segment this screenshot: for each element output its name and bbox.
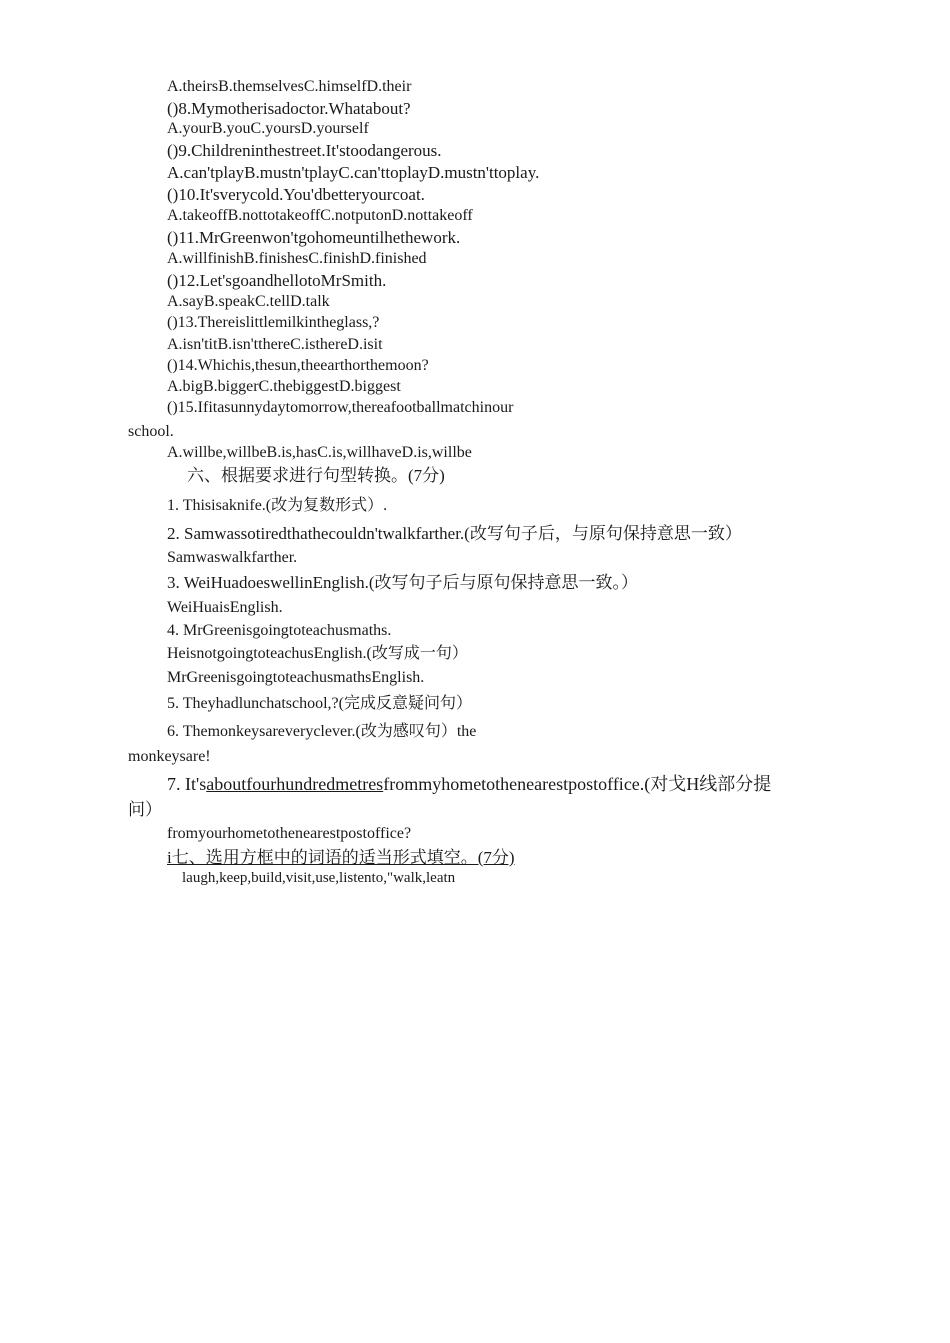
q13-options: A.isn'titB.isn'tthereC.isthereD.isit (167, 336, 383, 353)
section6-item-7-line2: 问） (128, 800, 162, 819)
q8-options: A.yourB.youC.yoursD.yourself (167, 120, 369, 137)
section6-item-6-continued: monkeysare! (128, 748, 211, 765)
q12-options: A.sayB.speakC.tellD.talk (167, 293, 330, 310)
q12-stem: ()12.Let'sgoandhellotoMrSmith. (167, 271, 387, 290)
section6-item-7-prefix: 7. It's (167, 774, 207, 794)
section6-item-7-suffix: frommyhometothenearestpostoffice.(对戈H线部分提 (383, 774, 772, 794)
q15-options: A.willbe,willbeB.is,hasC.is,willhaveD.is,willbe (167, 444, 472, 461)
q9-stem: ()9.Childreninthestreet.It'stoodangerous. (167, 141, 442, 160)
section6-heading: 六、根据要求进行句型转换。(7分) (187, 466, 445, 485)
section6-item-2: 2. Samwassotiredthathecouldn'twalkfarther.(改写句子后，与原句保持意思一致） (167, 524, 742, 543)
q13-stem: ()13.Thereislittlemilkintheglass,? (167, 314, 380, 331)
section6-item-5: 5. Theyhadlunchatschool,?(完成反意疑问句） (167, 695, 472, 712)
section6-item-1: 1. Thisisaknife.(改为复数形式）. (167, 497, 388, 514)
section6-item-3: 3. WeiHuadoeswellinEnglish.(改写句子后与原句保持意思一致。） (167, 573, 638, 592)
q7-options: A.theirsB.themselvesC.himselfD.their (167, 78, 412, 95)
section6-item-7-answer: fromyourhometothenearestpostoffice? (167, 825, 412, 842)
section6-item-4: 4. MrGreenisgoingtoteachusmaths. (167, 622, 392, 639)
section6-item-7 (167, 775, 771, 793)
q15-stem-continued: school. (128, 423, 174, 440)
section6-item-4-answer: MrGreenisgoingtoteachusmathsEnglish. (167, 669, 425, 686)
section6-item-6: 6. Themonkeysareveryclever.(改为感叹句）the (167, 723, 477, 740)
q14-options: A.bigB.biggerC.thebiggestD.biggest (167, 378, 401, 395)
q14-stem: ()14.Whichis,thesun,theearthorthemoon? (167, 357, 429, 374)
q15-stem: ()15.Ifitasunnydaytomorrow,thereafootballmatchinour (167, 399, 514, 416)
q9-options: A.can'tplayB.mustn'tplayC.can'ttoplayD.mustn'ttoplay. (167, 163, 540, 182)
q8-stem: ()8.Mymotherisadoctor.Whatabout? (167, 99, 411, 118)
q11-stem: ()11.MrGreenwon'tgohomeuntilhethework. (167, 228, 461, 247)
section7-heading: i七、选用方框中的词语的适当形式填空。(7分) (167, 848, 515, 867)
q10-stem: ()10.It'sverycold.You'dbetteryourcoat. (167, 185, 425, 204)
q11-options: A.willfinishB.finishesC.finishD.finished (167, 250, 427, 267)
section7-word-box: laugh,keep,build,visit,use,listento,"walk,leatn (182, 870, 456, 886)
q10-options: A.takeoffB.nottotakeoffC.notputonD.nottakeoff (167, 207, 473, 224)
section6-item-2-answer: Samwaswalkfarther. (167, 549, 298, 566)
section6-item-4-line2: HeisnotgoingtoteachusEnglish.(改写成一句） (167, 645, 468, 662)
section6-item-3-answer: WeiHuaisEnglish. (167, 599, 283, 616)
section6-item-7-underlined: aboutfourhundredmetres (206, 774, 384, 794)
